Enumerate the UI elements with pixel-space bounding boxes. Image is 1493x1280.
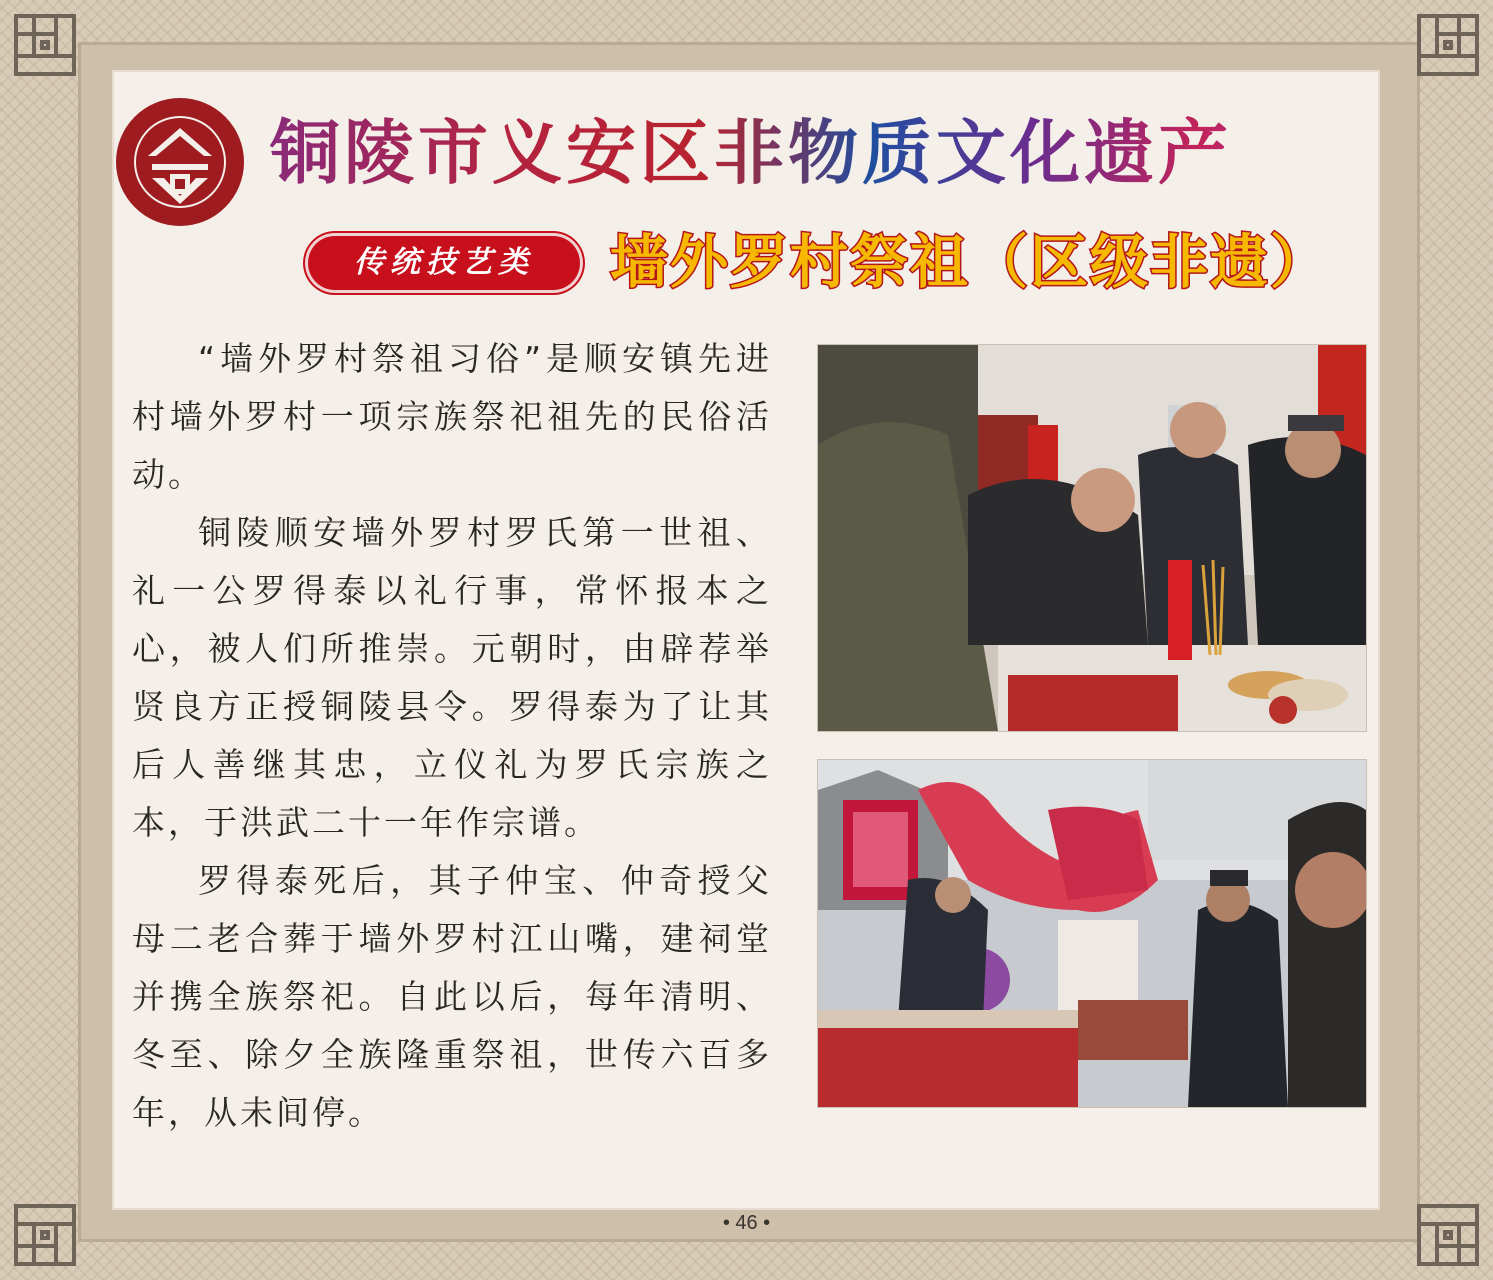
heritage-logo — [112, 94, 248, 230]
category-badge: 传统技艺类 — [308, 236, 580, 290]
body-text — [132, 330, 772, 1142]
corner-ornament-icon — [1415, 12, 1481, 78]
page-number: • 46 • — [722, 1212, 771, 1234]
paragraph: “墙外罗村祭祖习俗”是顺安镇先进村墙外罗村一项宗族祭祀祖先的民俗活动。 — [132, 339, 772, 494]
paragraph: 铜陵顺安墙外罗村罗氏第一世祖、礼一公罗得泰以礼行事，常怀报本之心，被人们所推崇。元朝时，由辟荐举贤良方正授铜陵县令。罗得泰为了让其后人善继其忠，立仪礼为罗氏宗族之本，于洪武二十一年作宗谱。 — [132, 513, 772, 842]
ceremony-photo — [818, 345, 1366, 731]
corner-ornament-icon — [12, 12, 78, 78]
paragraph: 罗得泰死后，其子仲宝、仲奇授父母二老合葬于墙外罗村江山嘴，建祠堂并携全族祭祀。自此以后，每年清明、冬至、除夕全族隆重祭祖，世传六百多年，从未间停。 — [132, 861, 772, 1132]
dragon-dance-photo — [818, 760, 1366, 1107]
item-title: 墙外罗村祭祖（区级非遗） — [610, 228, 1331, 296]
page-title: 铜陵市义安区非物质文化遗产 — [270, 108, 1360, 198]
